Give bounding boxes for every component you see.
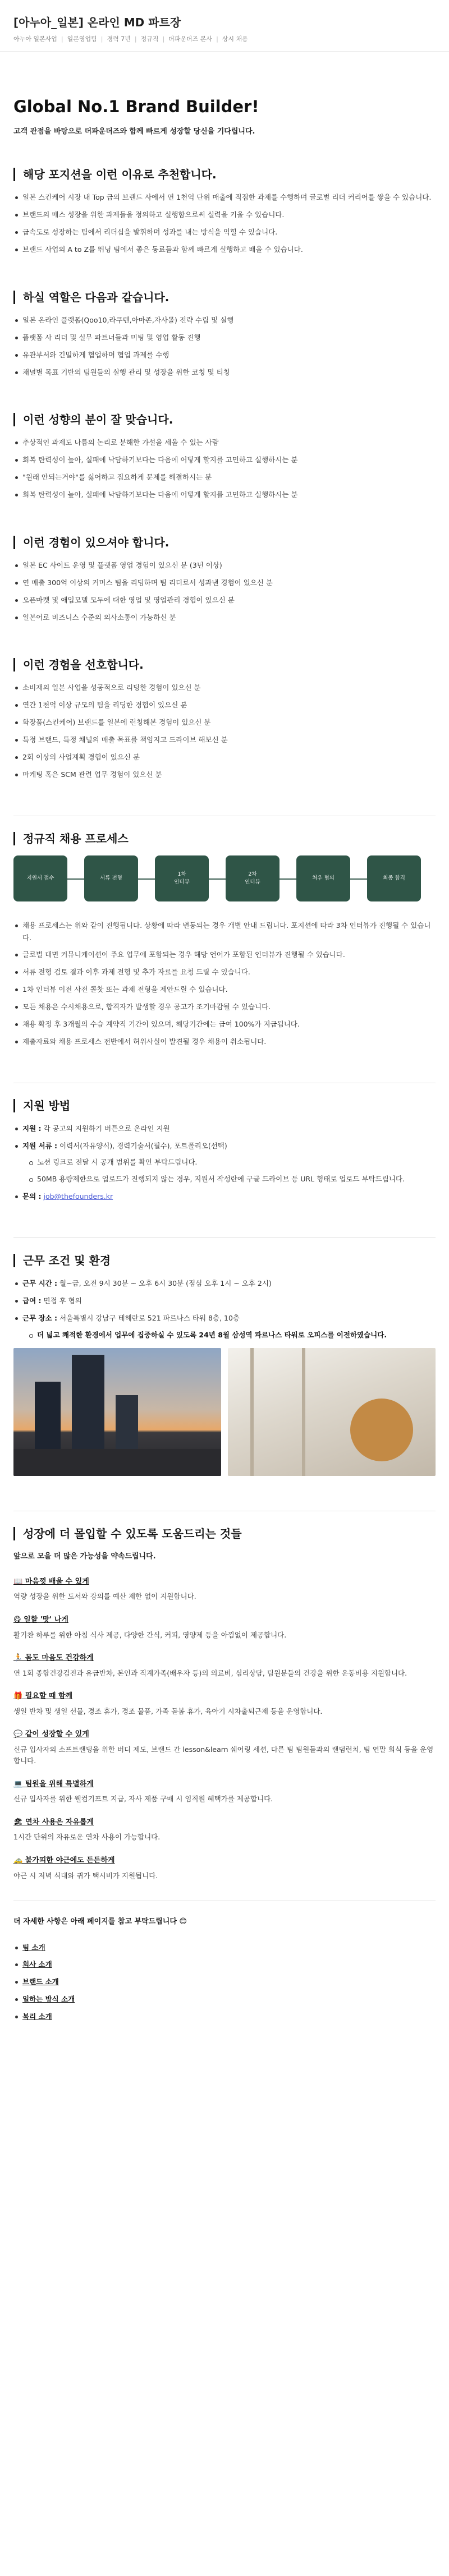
list-item: 플랫폼 사 리더 및 실무 파트너들과 미팅 및 영업 활동 진행 — [13, 332, 436, 344]
benefit-item: 💻 팀원을 위해 특별하게 신규 입사자를 위한 웰컴기프트 지급, 자사 제품 구매 시 임직원 혜택가를 제공합니다. — [13, 1779, 273, 1804]
benefit-item: 📖 마음껏 배울 수 있게 역량 성장을 위한 도서와 강의를 예산 제한 없이 지원합니다. — [13, 1577, 196, 1601]
list-item: 채용 프로세스는 위와 같이 진행됩니다. 상황에 따라 변동되는 경우 개별 안내 드립니다. 포지션에 따라 3차 인터뷰가 진행될 수 있습니다. — [13, 919, 436, 944]
section-process — [13, 816, 436, 1048]
value: 면접 후 협의 — [41, 1296, 82, 1305]
posting-header — [0, 0, 449, 52]
link-workstyle[interactable]: 일하는 방식 소개 — [22, 1995, 75, 2004]
tag[interactable]: 더파운더즈 본사 — [168, 35, 213, 43]
list-item: "원래 안되는거야"를 싫어하고 집요하게 문제를 해결하시는 분 — [13, 471, 436, 484]
section-role — [13, 291, 436, 379]
section-subtitle: 앞으로 모을 더 많은 가능성을 약속드립니다. — [13, 1552, 156, 1561]
section-title: 하실 역할은 다음과 같습니다. — [13, 291, 436, 304]
list-item: 일본 스킨케어 시장 내 Top 급의 브랜드 사에서 연 1천억 단위 매출에 직접한 과제를 수행하며 글로벌 리더 커리어를 쌓을 수 있습니다. — [13, 191, 436, 204]
sub-item: 노션 링크로 전달 시 공개 범위를 확인 부탁드립니다. — [22, 1156, 436, 1169]
list-item — [13, 2011, 436, 2023]
list-item: 모든 채용은 수시채용으로, 합격자가 발생할 경우 공고가 조기마감될 수 있습니다. — [13, 1001, 436, 1013]
list-item: 오픈마켓 및 애입모델 모두에 대한 영업 및 영업관리 경험이 있으신 분 — [13, 594, 436, 606]
section-preferred — [13, 658, 436, 780]
value: 이력서(자유양식), 경력기술서(필수), 포트폴리오(선택) — [57, 1141, 227, 1150]
list-item: 추상적인 과제도 나름의 논리로 분해한 가설을 세울 수 있는 사람 — [13, 436, 436, 449]
list-item: 유관부서와 긴밀하게 협업하며 협업 과제를 수행 — [13, 349, 436, 361]
link-welfare[interactable]: 복리 소개 — [22, 2012, 52, 2021]
link-company[interactable]: 회사 소개 — [22, 1960, 52, 1969]
list-item — [13, 1140, 436, 1186]
list-item: 마케팅 혹은 SCM 관련 업무 경험이 있으신 분 — [13, 769, 436, 781]
list-item — [13, 1942, 436, 1954]
list-item — [13, 1976, 436, 1988]
list-item: 채용 확정 후 3개월의 수습 계약직 기간이 있으며, 해당기간에는 급여 100%가 지급됩니다. — [13, 1018, 436, 1031]
email-link[interactable]: job@thefounders.kr — [43, 1192, 113, 1201]
list-item: 2회 이상의 사업계획 경험이 있으신 분 — [13, 751, 436, 763]
footer-question: 더 자세한 사항은 아래 페이지를 참고 부탁드립니다 😊 — [13, 1917, 187, 1926]
process-step: 처우 협의 — [296, 855, 350, 901]
section-title: 지원 방법 — [13, 1099, 436, 1112]
process-step: 지원서 접수 — [13, 855, 67, 901]
list-item — [13, 1295, 436, 1307]
list-item: 브랜드의 매스 성장을 위한 과제들을 정의하고 실행함으로써 실력을 키울 수 있습니다. — [13, 209, 436, 221]
list-item: 소비재의 일본 사업을 성공적으로 리딩한 경험이 있으신 분 — [13, 682, 436, 694]
list-item: 브랜드 사업의 A to Z를 뛰닝 팀에서 좋은 동료들과 함께 빠르게 실행하고 배울 수 있습니다. — [13, 243, 436, 256]
list-item: 화장품(스킨케어) 브랜드를 일본에 런칭해본 경험이 있으신 분 — [13, 716, 436, 729]
link-team[interactable]: 팀 소개 — [22, 1943, 45, 1952]
process-step: 2차 인터뷰 — [226, 855, 280, 901]
process-step: 최종 합격 — [367, 855, 421, 901]
section-title: 이런 성향의 분이 잘 맞습니다. — [13, 413, 436, 426]
office-lobby-photo — [228, 1348, 436, 1476]
footer-links-section — [13, 1901, 436, 2023]
list-item — [13, 1312, 436, 1341]
list-item — [13, 1190, 436, 1203]
list-item: 일본 EC 사이트 운영 및 플랫폼 영업 경험이 있으신 분 (3년 이상) — [13, 559, 436, 572]
process-diagram — [13, 855, 436, 901]
list-item: 일본어로 비즈니스 수준의 의사소통이 가능하신 분 — [13, 611, 436, 624]
benefit-item: 💬 같이 성장할 수 있게 신규 입사자의 소프트랜딩을 위한 버디 제도, 브랜드 간 lesson&learn 쉐어링 세션, 다른 팀 팀원들과의 랜덤런치, 팀 연말 회식 등을 운영합니다. — [13, 1730, 434, 1765]
job-title: [아누아_일본] 온라인 MD 파트장 — [13, 16, 181, 29]
section-benefits — [13, 1511, 436, 1882]
tag[interactable]: 상시 채용 — [222, 35, 248, 43]
list-item — [13, 1993, 436, 2005]
section-title: 성장에 더 몰입할 수 있도록 도움드리는 것들 — [13, 1527, 436, 1540]
label: 지원 서류 : — [22, 1141, 58, 1150]
list-item — [13, 1958, 436, 1971]
benefit-item: 🏖 연차 사용은 자유롭게 1시간 단위의 자유로운 연차 사용이 가능합니다. — [13, 1818, 161, 1842]
label: 지원 : — [22, 1124, 42, 1133]
section-title: 해당 포지션을 이런 이유로 추천합니다. — [13, 168, 436, 181]
section-title: 이런 경험을 선호합니다. — [13, 658, 436, 671]
label: 급여 : — [22, 1296, 42, 1305]
label: 근무 시간 : — [22, 1279, 58, 1288]
tag[interactable]: 정규직 — [140, 35, 159, 43]
list-item: 회복 탄력성이 높아, 실패에 낙담하기보다는 다음에 어떻게 할지를 고민하고 실행하시는 분 — [13, 489, 436, 501]
process-step: 1차 인터뷰 — [155, 855, 209, 901]
section-conditions — [13, 1238, 436, 1476]
tag[interactable]: 아누아 일본사업 — [13, 35, 57, 43]
section-reasons — [13, 168, 436, 256]
section-title: 정규직 채용 프로세스 — [13, 832, 436, 845]
section-title: 근무 조건 및 환경 — [13, 1254, 436, 1267]
tag[interactable]: 경력 7년 — [107, 35, 131, 43]
benefit-item: 🏃 몸도 마음도 건강하게 연 1회 종합건강검진과 유급반차, 본인과 직계가족(배우자 등)의 의료비, 심리상담, 팀원분들의 건강을 위한 운동비용 지원합니다. — [13, 1654, 407, 1677]
list-item — [13, 1123, 436, 1135]
benefit-item: 🚕 불가피한 야근에도 든든하게 야근 시 저녁 식대와 귀가 택시비가 지원됩니다. — [13, 1856, 158, 1880]
value: 월~금, 오전 9시 30분 ~ 오후 6시 30분 (점심 오후 1시 ~ 오후 2시) — [57, 1279, 272, 1288]
benefit-item: 🎁 필요할 때 함께 생일 반차 및 생일 선물, 경조 휴가, 경조 물품, 가족 돌봄 휴가, 육아기 시차출퇴근제 등을 운영합니다. — [13, 1692, 323, 1715]
office-building-photo — [13, 1348, 221, 1476]
list-item: 연간 1천억 이상 규모의 팀을 리딩한 경험이 있으신 분 — [13, 699, 436, 711]
label: 근무 장소 : — [22, 1313, 58, 1322]
list-item: 급속도로 성장하는 팀에서 리더십을 발휘하며 성과를 내는 방식을 익힐 수 있습니다. — [13, 226, 436, 238]
hero-title: Global No.1 Brand Builder! — [13, 97, 259, 116]
benefit-item: 😋 일할 '맛' 나게 활기찬 하루를 위한 아침 식사 제공, 다양한 간식, 커피, 영양제 등을 아낌없이 제공합니다. — [13, 1616, 287, 1639]
label: 문의 : — [22, 1192, 42, 1201]
list-item: 1차 인터뷰 이전 사전 콜찻 또는 과제 전형을 제안드릴 수 있습니다. — [13, 983, 436, 996]
job-tags: 아누아 일본사업 | 일본영업팀 | 경력 7년 | 정규직 | 더파운더즈 본사 | 상시 채용 — [13, 35, 248, 43]
list-item: 일본 온라인 플랫폼(Qoo10,라쿠텐,아마존,자사몰) 전략 수립 및 실행 — [13, 314, 436, 326]
link-brand[interactable]: 브랜드 소개 — [22, 1977, 59, 1986]
section-required — [13, 536, 436, 624]
list-item: 회복 탄력성이 높아, 실패에 낙담하기보다는 다음에 어떻게 할지를 고민하고 실행하시는 분 — [13, 454, 436, 466]
list-item: 제출자료와 채용 프로세스 전반에서 허위사실이 발견될 경우 채용이 취소됩니다. — [13, 1036, 436, 1048]
list-item: 글로벌 대면 커뮤니케이션이 주요 업무에 포함되는 경우 해당 언어가 포함된 인터뷰가 진행될 수 있습니다. — [13, 949, 436, 961]
list-item — [13, 1277, 436, 1290]
section-fit — [13, 413, 436, 501]
list-item: 채널별 목표 기반의 팀원들의 실행 관리 및 성장을 위한 코칭 및 티칭 — [13, 366, 436, 379]
hero-subtitle: 고객 관점을 바탕으로 더파운더즈와 함께 빠르게 성장할 당신을 기다립니다. — [13, 127, 255, 136]
sub-item: 더 넓고 쾌적한 환경에서 업무에 집중하실 수 있도록 24년 8월 삼성역 파르나스 타워로 오피스를 이전하였습니다. — [22, 1329, 436, 1341]
office-photos — [13, 1348, 436, 1476]
list-item: 서류 전형 검토 결과 이후 과제 전형 및 추가 자료를 요청 드릴 수 있습니다. — [13, 966, 436, 978]
value: 각 공고의 지원하기 버튼으로 온라인 지원 — [41, 1124, 170, 1133]
section-title: 이런 경험이 있으셔야 합니다. — [13, 536, 436, 549]
tag[interactable]: 일본영업팀 — [67, 35, 97, 43]
sub-item: 50MB 용량제한으로 업로드가 진행되지 않는 경우, 지원서 작성란에 구글 드라이브 등 URL 형태로 업로드 부탁드립니다. — [22, 1173, 436, 1185]
value: 서울특별시 강남구 테헤란로 521 파르나스 타워 8층, 10층 — [57, 1313, 240, 1322]
list-item: 연 매출 300억 이상의 커머스 팀을 리딩하며 팀 리더로서 성과낸 경험이 있으신 분 — [13, 577, 436, 589]
section-apply — [13, 1083, 436, 1203]
process-step: 서류 전형 — [84, 855, 138, 901]
list-item: 특정 브랜드, 특정 채널의 매출 목표를 책임지고 드라이브 해보신 분 — [13, 734, 436, 746]
